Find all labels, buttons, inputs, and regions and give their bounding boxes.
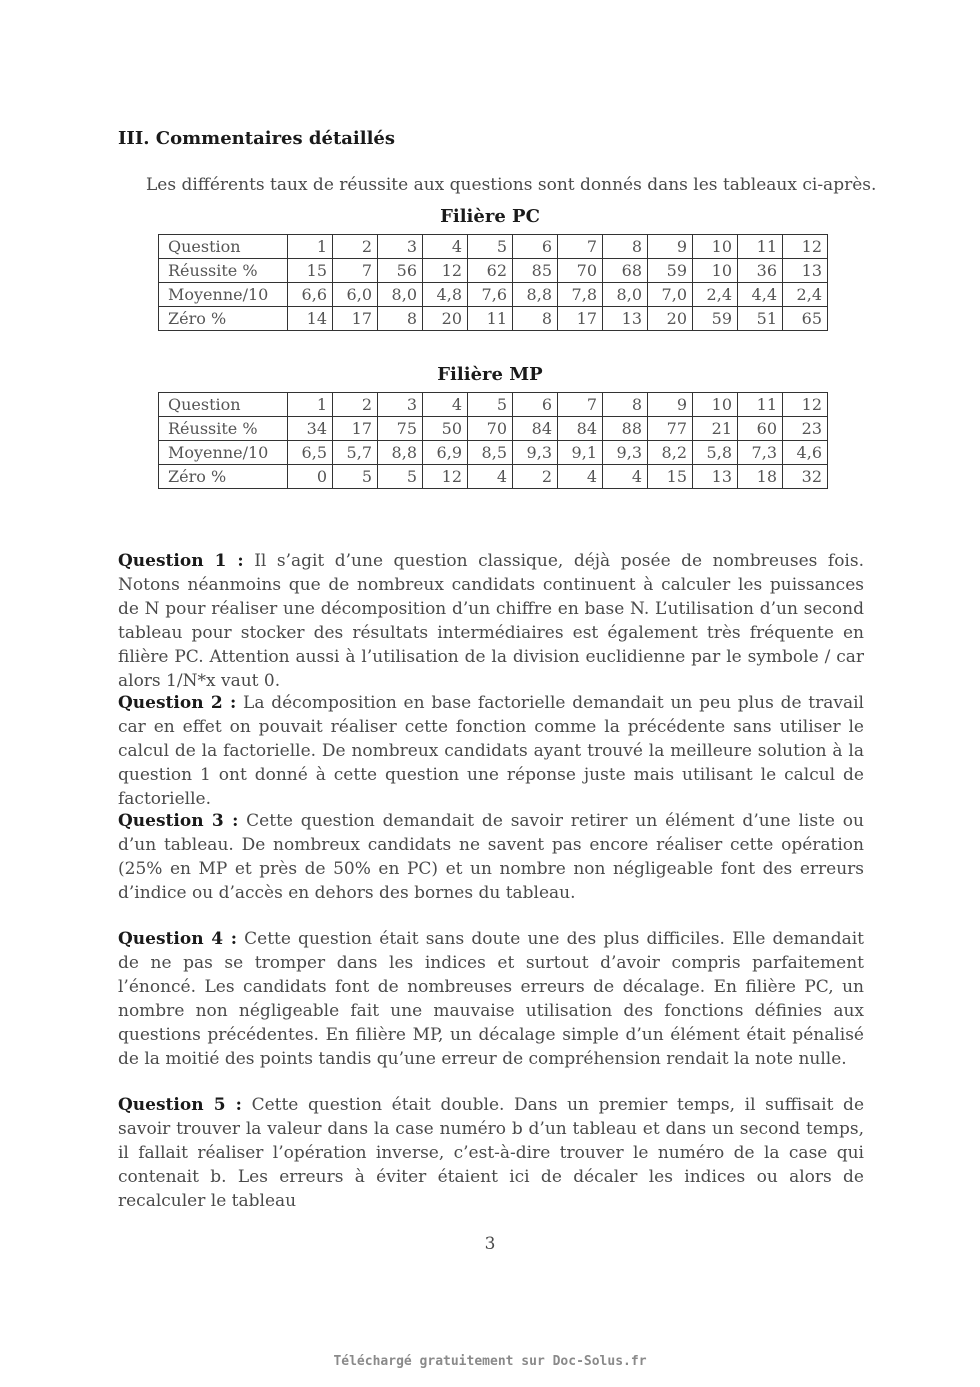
column-header: 3	[378, 235, 423, 259]
table-cell: 59	[648, 259, 693, 283]
table-row	[159, 259, 828, 283]
table-cell: 5,7	[333, 441, 378, 465]
table-cell: 75	[378, 417, 423, 441]
table-cell: 8,5	[468, 441, 513, 465]
table-cell: 84	[558, 417, 603, 441]
table-cell: 4,8	[423, 283, 468, 307]
table-cell: 62	[468, 259, 513, 283]
page-number: 3	[484, 1234, 496, 1254]
table-cell: 7	[333, 259, 378, 283]
table-cell: 20	[423, 307, 468, 331]
table-cell: 13	[693, 465, 738, 489]
table-cell: 2,4	[693, 283, 738, 307]
table-cell: 17	[558, 307, 603, 331]
table-cell: 2,4	[783, 283, 828, 307]
column-header: 4	[423, 235, 468, 259]
table-cell: 11	[468, 307, 513, 331]
table-cell: 8,2	[648, 441, 693, 465]
column-header: 12	[783, 235, 828, 259]
question-text: Cette question demandait de savoir retirer un élément d’une liste ou d’un tableau. De nombreux candidats ne savent pas encore réaliser cette opération (25% en MP et près de 50% en PC) et un nombre non négligeable font des erreurs d’indice ou d’accès en dehors des bornes du tableau.	[118, 811, 864, 903]
column-header: 6	[513, 235, 558, 259]
question-label: Question 3 :	[118, 811, 239, 831]
table-cell: 8,8	[513, 283, 558, 307]
table-cell: 10	[693, 259, 738, 283]
question-text: Cette question était double. Dans un premier temps, il suffisait de savoir trouver la valeur dans la case numéro b d’un tableau et dans un second temps, il fallait réaliser l’opération inverse, c’est-à-dire trouver le numéro de la case qui contenait b. Les erreurs à éviter étaient ici de décaler les indices ou alors de recalculer le tableau	[118, 1095, 865, 1211]
table-cell: 56	[378, 259, 423, 283]
row-label: Réussite %	[159, 259, 288, 283]
table-cell: 65	[783, 307, 828, 331]
table-cell: 6,0	[333, 283, 378, 307]
row-label: Question	[159, 393, 288, 417]
question-label: Question 4 :	[118, 929, 237, 949]
table-cell: 5,8	[693, 441, 738, 465]
results-table-pc	[158, 234, 828, 331]
table-cell: 6,5	[288, 441, 333, 465]
table-cell: 70	[558, 259, 603, 283]
table-cell: 7,6	[468, 283, 513, 307]
column-header: 3	[378, 393, 423, 417]
table-cell: 4,4	[738, 283, 783, 307]
table-cell: 5	[333, 465, 378, 489]
table-cell: 70	[468, 417, 513, 441]
column-header: 2	[333, 235, 378, 259]
column-header: 5	[468, 235, 513, 259]
column-header: 12	[783, 393, 828, 417]
table-cell: 68	[603, 259, 648, 283]
table-row	[159, 417, 828, 441]
table-cell: 4	[558, 465, 603, 489]
table-cell: 0	[288, 465, 333, 489]
row-label: Zéro %	[159, 465, 288, 489]
table-cell: 36	[738, 259, 783, 283]
column-header: 11	[738, 393, 783, 417]
table-cell: 77	[648, 417, 693, 441]
table-row	[159, 307, 828, 331]
table-cell: 59	[693, 307, 738, 331]
question-1-comment	[118, 549, 864, 693]
table-cell: 13	[603, 307, 648, 331]
row-label: Réussite %	[159, 417, 288, 441]
column-header: 7	[558, 393, 603, 417]
question-4-comment	[118, 927, 864, 1071]
column-header: 10	[693, 235, 738, 259]
row-label: Moyenne/10	[159, 441, 288, 465]
table-cell: 50	[423, 417, 468, 441]
column-header: 5	[468, 393, 513, 417]
table-row	[159, 465, 828, 489]
table-cell: 17	[333, 417, 378, 441]
table-cell: 4	[468, 465, 513, 489]
table-cell: 32	[783, 465, 828, 489]
question-label: Question 1 :	[118, 551, 244, 571]
table-title-pc: Filière PC	[440, 206, 540, 227]
column-header: 4	[423, 393, 468, 417]
question-5-comment	[118, 1093, 864, 1213]
row-label: Question	[159, 235, 288, 259]
column-header: 8	[603, 393, 648, 417]
table-cell: 14	[288, 307, 333, 331]
table-cell: 15	[288, 259, 333, 283]
table-cell: 7,3	[738, 441, 783, 465]
table-cell: 8,8	[378, 441, 423, 465]
table-cell: 7,0	[648, 283, 693, 307]
table-cell: 8,0	[378, 283, 423, 307]
table-cell: 4	[603, 465, 648, 489]
table-row	[159, 283, 828, 307]
table-cell: 9,1	[558, 441, 603, 465]
table-cell: 6,6	[288, 283, 333, 307]
question-text: Cette question était sans doute une des plus difficiles. Elle demandait de ne pas se tromper dans les indices et surtout d’avoir compris parfaitement l’énoncé. Les candidats font de nombreuses erreurs de décalage. En filière PC, un nombre non négligeable fait une mauvaise utilisation des fonctions définies aux questions précédentes. En filière MP, un décalage simple d’un élément était pénalisé de la moitié des points tandis qu’une erreur de compréhension rendait la note nulle.	[118, 929, 864, 1069]
table-header-row	[159, 393, 828, 417]
table-cell: 6,9	[423, 441, 468, 465]
table-cell: 2	[513, 465, 558, 489]
row-label: Zéro %	[159, 307, 288, 331]
question-2-comment	[118, 691, 864, 811]
column-header: 6	[513, 393, 558, 417]
column-header: 11	[738, 235, 783, 259]
table-cell: 4,6	[783, 441, 828, 465]
table-cell: 84	[513, 417, 558, 441]
table-cell: 23	[783, 417, 828, 441]
table-cell: 34	[288, 417, 333, 441]
table-cell: 8	[378, 307, 423, 331]
column-header: 9	[648, 393, 693, 417]
table-cell: 18	[738, 465, 783, 489]
table-cell: 8,0	[603, 283, 648, 307]
table-cell: 7,8	[558, 283, 603, 307]
table-cell: 20	[648, 307, 693, 331]
results-table-body	[159, 235, 828, 331]
column-header: 1	[288, 235, 333, 259]
column-header: 1	[288, 393, 333, 417]
question-label: Question 5 :	[118, 1095, 242, 1115]
table-cell: 88	[603, 417, 648, 441]
table-cell: 15	[648, 465, 693, 489]
row-label: Moyenne/10	[159, 283, 288, 307]
table-cell: 13	[783, 259, 828, 283]
question-text: Il s’agit d’une question classique, déjà posée de nombreuses fois. Notons néanmoins que de nombreux candidats continuent à calculer les puissances de N pour réaliser une décomposition d’un chiffre en base N. L’utilisation d’un second tableau pour stocker des résultats intermédiaires est également très fréquente en filière PC. Attention aussi à l’utilisation de la division euclidienne par le symbole / car alors 1/N*x vaut 0.	[118, 551, 864, 691]
table-cell: 51	[738, 307, 783, 331]
column-header: 7	[558, 235, 603, 259]
results-table-body	[159, 393, 828, 489]
results-table-mp	[158, 392, 828, 489]
table-cell: 17	[333, 307, 378, 331]
question-3-comment	[118, 809, 864, 905]
question-label: Question 2 :	[118, 693, 237, 713]
footer-download-notice: Téléchargé gratuitement sur Doc-Solus.fr	[333, 1354, 647, 1369]
table-cell: 9,3	[513, 441, 558, 465]
table-cell: 60	[738, 417, 783, 441]
table-cell: 8	[513, 307, 558, 331]
table-cell: 21	[693, 417, 738, 441]
table-header-row	[159, 235, 828, 259]
table-cell: 9,3	[603, 441, 648, 465]
column-header: 10	[693, 393, 738, 417]
column-header: 8	[603, 235, 648, 259]
section-title: III. Commentaires détaillés	[118, 128, 396, 149]
table-cell: 85	[513, 259, 558, 283]
question-text: La décomposition en base factorielle demandait un peu plus de travail car en effet on pouvait réaliser cette fonction comme la précédente sans utiliser le calcul de la factorielle. De nombreux candidats ayant trouvé la meilleure solution à la question 1 ont donné à cette question une réponse juste mais utilisant le calcul de factorielle.	[118, 693, 864, 809]
column-header: 9	[648, 235, 693, 259]
intro-paragraph: Les différents taux de réussite aux questions sont donnés dans les tableaux ci-après.	[146, 175, 877, 195]
table-cell: 12	[423, 465, 468, 489]
table-cell: 12	[423, 259, 468, 283]
table-cell: 5	[378, 465, 423, 489]
column-header: 2	[333, 393, 378, 417]
table-row	[159, 441, 828, 465]
table-title-mp: Filière MP	[437, 364, 543, 385]
